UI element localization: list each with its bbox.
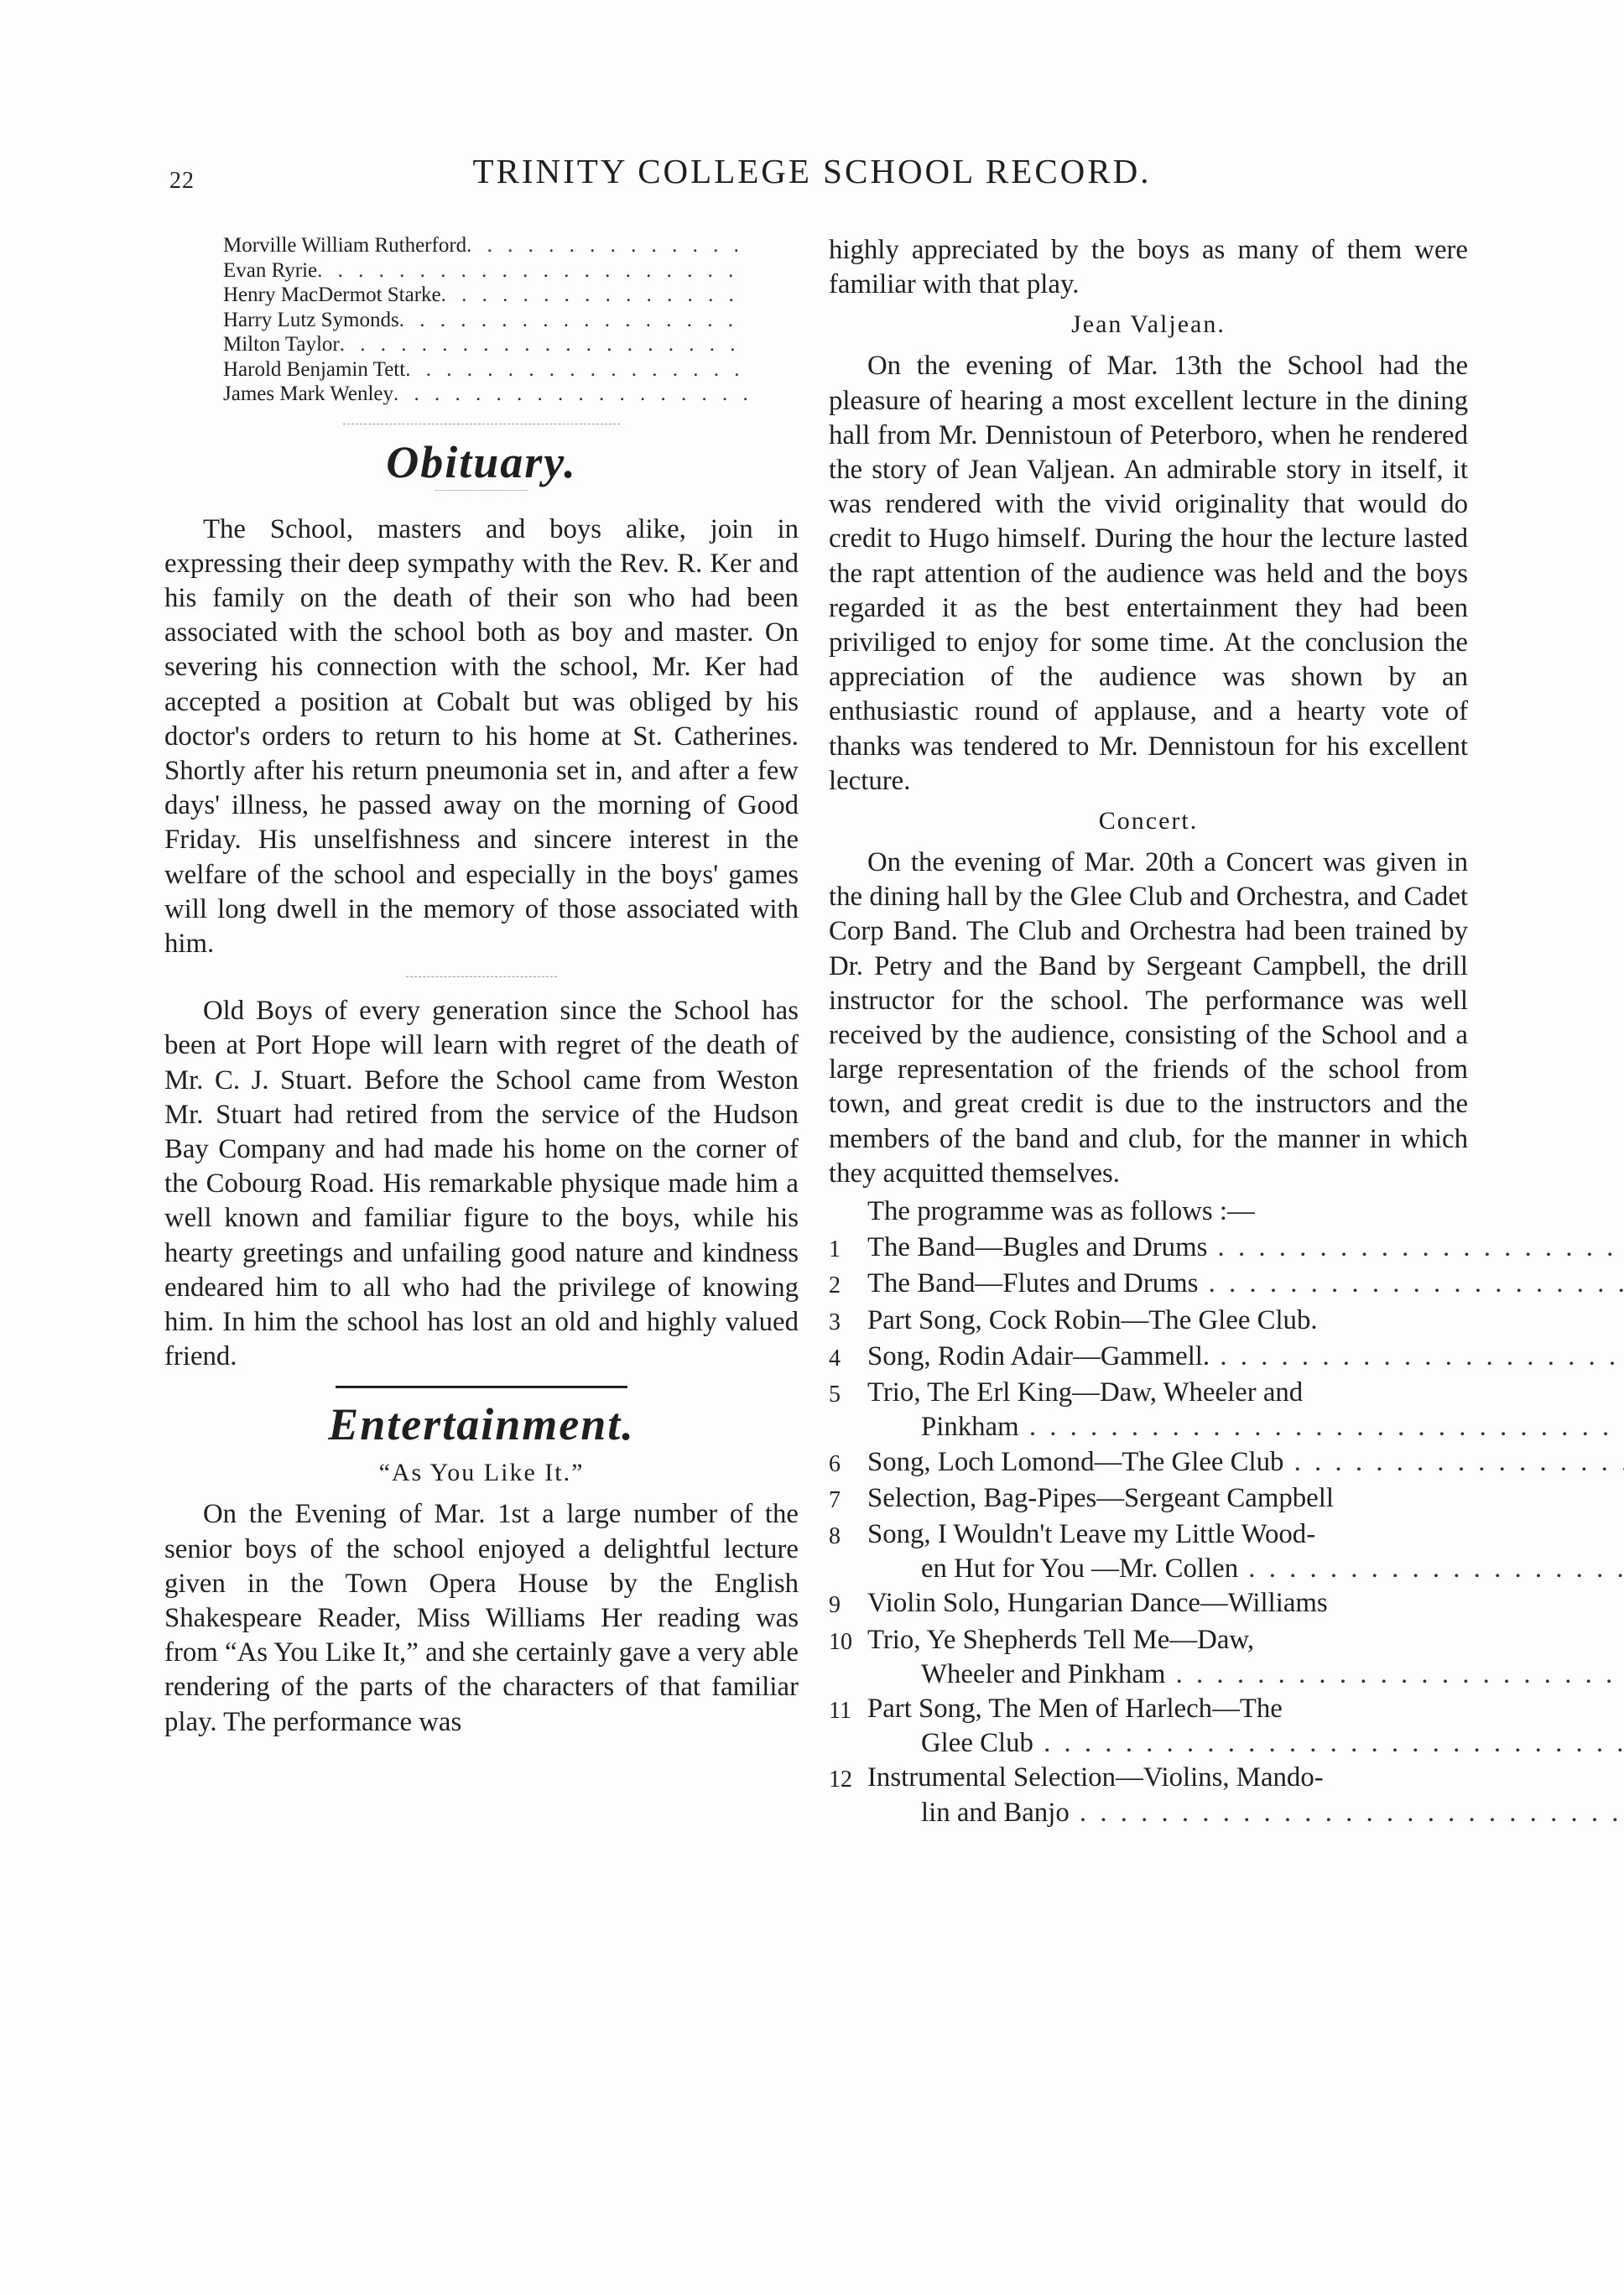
- divider: [336, 1386, 627, 1388]
- page-number: 22: [169, 168, 195, 194]
- list-item: James Mark Wenley . . .: [223, 382, 750, 407]
- list-item: 9 Violin Solo, Hungarian Dance—Williams: [829, 1588, 1328, 1619]
- programme-intro: The programme was as follows :—: [867, 1196, 1255, 1227]
- list-item: 8 Song, I Wouldn't Leave my Little Wood- en Hut for You —Mr. Collen . . .: [829, 1517, 1468, 1586]
- right-column: [829, 233, 1468, 1830]
- list-item: 7 Selection, Bag-Pipes—Sergeant Campbell: [829, 1482, 1334, 1513]
- list-item: 3 Part Song, Cock Robin—The Glee Club.: [829, 1304, 1318, 1335]
- list-item: 11 Part Song, The Men of Harlech—The Glee Club . . .: [829, 1692, 1468, 1761]
- list-item: 10 Trio, Ye Shepherds Tell Me—Daw, Wheeler and Pinkham . . .: [829, 1623, 1468, 1692]
- entertainment-title: Entertainment.: [328, 1399, 635, 1450]
- concert-paragraph: On the evening of Mar. 20th a Concert was given in the dining hall by the Glee Club and Orchestra, and Cadet Corp Band. The Club and Orchestra had been trained by Dr. Petry and the Band by Sergeant Campbell, the drill instructor for the school. The performance was well received by the audience, consisting of the School and a large representation of the friends of the school from town, and great credit is due to the instructors and the members of the band and club, for the manner in which they acquitted themselves.: [829, 847, 1468, 1189]
- list-item: 1 The Band—Bugles and Drums . . .: [829, 1231, 1468, 1267]
- list-item: Harold Benjamin Tett . . .: [223, 357, 750, 382]
- list-item: Evan Ryrie . . .: [223, 258, 750, 284]
- list-item: Morville William Rutherford . . .: [223, 233, 750, 258]
- name-list: [223, 233, 750, 407]
- divider: [435, 490, 528, 491]
- list-item: 12 Instrumental Selection—Violins, Mando- lin and Banjo . . .: [829, 1761, 1468, 1829]
- obituary-paragraph-stuart: Old Boys of every generation since the School has been at Port Hope will learn with regret of the death of Mr. C. J. Stuart. Before the School came from Weston Mr. Stuart had retired from the service of the Hudson Bay Company and had made his home on the corner of the Cobourg Road. His remarkable physique made him a well known and familiar figure to the boys, while his hearty greetings and unfailing good nature and kindness endeared him to all who had the privilege of knowing him. In him the school has lost an old and highly valued friend.: [164, 996, 799, 1372]
- list-item: 6 Song, Loch Lomond—The Glee Club . . .: [829, 1445, 1468, 1481]
- left-column: [164, 233, 799, 1740]
- obituary-paragraph-ker: The School, masters and boys alike, join in expressing their deep sympathy with the Rev. R. Ker and his family on the death of their son who had been associated with the school both as boy and master. On severing his connection with the school, Mr. Ker had accepted a position at Cobalt but was obliged by his doctor's orders to return to his home at St. Catherines. Shortly after his return pneumonia set in, and after a few days' illness, he passed away on the morning of Good Friday. His unselfishness and sincere interest in the welfare of the school and especially in the boys' games will long dwell in the memory of those associated with him.: [164, 513, 799, 959]
- list-item: 4 Song, Rodin Adair—Gammell. . . .: [829, 1340, 1468, 1376]
- as-you-like-it-heading: “As You Like It.”: [378, 1459, 585, 1487]
- list-item: Henry MacDermot Starke . . .: [223, 283, 750, 308]
- list-item: Milton Taylor . . .: [223, 332, 750, 357]
- running-head: TRINITY COLLEGE SCHOOL RECORD.: [472, 152, 1152, 190]
- divider: [406, 976, 557, 977]
- list-item: 5 Trio, The Erl King—Daw, Wheeler and Pinkham . . .: [829, 1376, 1468, 1444]
- as-you-like-it-continued: highly appreciated by the boys as many of them were familiar with that play.: [829, 235, 1468, 300]
- as-you-like-it-paragraph: On the Evening of Mar. 1st a large number of the senior boys of the school enjoyed a delightful lecture given in the Town Opera House by the English Shakespeare Reader, Miss Williams Her reading was from “As You Like It,” and she certainly gave a very able rendering of the parts of the characters of that familiar play. The performance was: [164, 1499, 799, 1737]
- concert-heading: Concert.: [1098, 807, 1199, 835]
- programme-list: [829, 1231, 1468, 1829]
- list-item: Harry Lutz Symonds . . .: [223, 308, 750, 333]
- list-item: 2 The Band—Flutes and Drums . . .: [829, 1267, 1468, 1303]
- jean-valjean-heading: Jean Valjean.: [1071, 310, 1226, 339]
- jean-valjean-paragraph: On the evening of Mar. 13th the School had the pleasure of hearing a most excellent lecture in the dining hall from Mr. Dennistoun of Peterboro, when he rendered the story of Jean Valjean. An admirable story in itself, it was rendered with the vivid originality that would do credit to Hugo himself. During the hour the lecture lasted the rapt attention of the audience was held and the boys regarded it as the best entertainment they had been priviliged to enjoy for some time. At the conclusion the appreciation of the audience was shown by an enthusiastic round of applause, and a hearty vote of thanks was tendered to Mr. Dennistoun for his excellent lecture.: [829, 351, 1468, 796]
- obituary-title: Obituary.: [386, 436, 577, 487]
